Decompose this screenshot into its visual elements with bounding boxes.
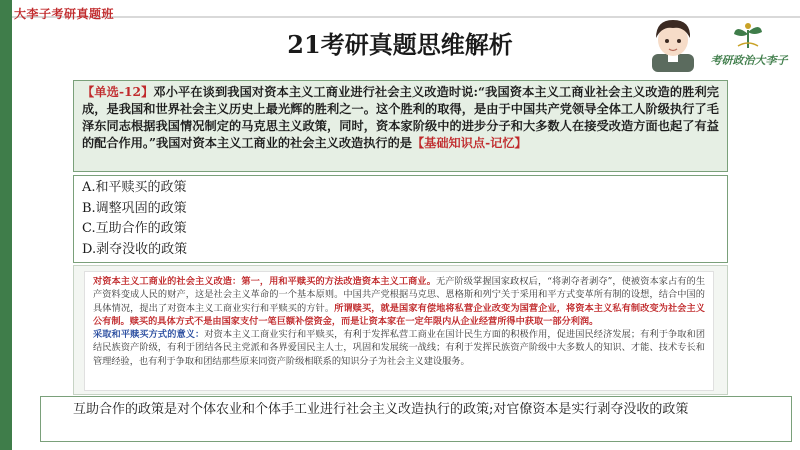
note-text-2: 对资本主义工商业实行和平赎买，有利于发挥私营工商业在国计民生方面的积极作用，促进国民经济发展；有利于争取和团结民族资产阶级，有利于团结各民主党派和各界爱国民主人士，巩固和发展统一战线；有利于发挥民族资产阶级中大多数人的知识、才能、技术专长和管理经验，也有利于争取和团结那些原来同资产阶级相联系的知识分子为社会主义建设服务。 xyxy=(93,329,706,367)
note-definition: 所谓赎买，就是国家有偿地将私营企业改变为国营企业，将资本主义私有制改变为社会主义公有制。赎买的具体方式不是由国家支付一笔巨额补偿资金，而是让资本家在一定年限内从企业经营所得中获取一部分利润。 xyxy=(93,302,705,327)
option-a[interactable]: A.和平赎买的政策 xyxy=(82,180,187,195)
options-list xyxy=(73,175,728,263)
knowledge-note-image xyxy=(84,271,714,391)
page-title: 21考研真题思维解析 xyxy=(287,30,513,59)
brand-tag: 大李子考研真题班 xyxy=(14,7,115,21)
avatar xyxy=(638,16,708,72)
knowledge-note-panel xyxy=(73,265,728,395)
logo-text: 考研政治大李子 xyxy=(710,54,788,67)
note-subheading: 采取和平赎买方式的意义： xyxy=(93,329,205,341)
logo xyxy=(708,20,790,80)
question-stem xyxy=(73,80,728,172)
question-body: 邓小平在谈到我国对资本主义工商业进行社会主义改造时说:“我国资本主义工商业社会主义改造的胜利完成，是我国和世界社会主义历史上最光辉的胜利之一。这个胜利的取得，是由于中国共产党领导全体工人阶级执行了毛泽东同志根据我国情况制定的马克思主义政策，同时，资本家阶级中的进步分子和大多数人在接受改造方面也起了有益的配合作用。”我国对资本主义工商业的社会主义改造执行的是 xyxy=(82,85,719,150)
question-category: 【基础知识点-记忆】 xyxy=(411,136,527,150)
note-heading: 对资本主义工商业的社会主义改造： xyxy=(93,276,242,287)
note-text-1: 无产阶级掌握国家政权后，“将剥夺者剥夺”，使被资本家占有的生产资料变成人民的财产，这是社会主义革命的一个基本原则。中国共产党根据马克思、恩格斯和列宁关于采用和平方式变革所有制的设想，结合中国的具体情况，提出了对资本主义工商业实行和平赎买的方针。 xyxy=(93,276,706,314)
left-accent-bar xyxy=(0,0,12,450)
option-c[interactable]: C.互助合作的政策 xyxy=(82,221,187,236)
option-d[interactable]: D.剥夺没收的政策 xyxy=(82,241,188,257)
answer-explanation: 互助合作的政策是对个体农业和个体手工业进行社会主义改造执行的政策;对官僚资本是实行剥夺没收的政策 xyxy=(40,396,792,442)
note-key-point: 第一，用和平赎买的方法改造资本主义工商业。 xyxy=(241,276,436,287)
question-tag: 【单选-12】 xyxy=(82,85,154,99)
option-b[interactable]: B.调整巩固的政策 xyxy=(82,200,187,216)
logo-leaf-icon xyxy=(728,20,768,50)
